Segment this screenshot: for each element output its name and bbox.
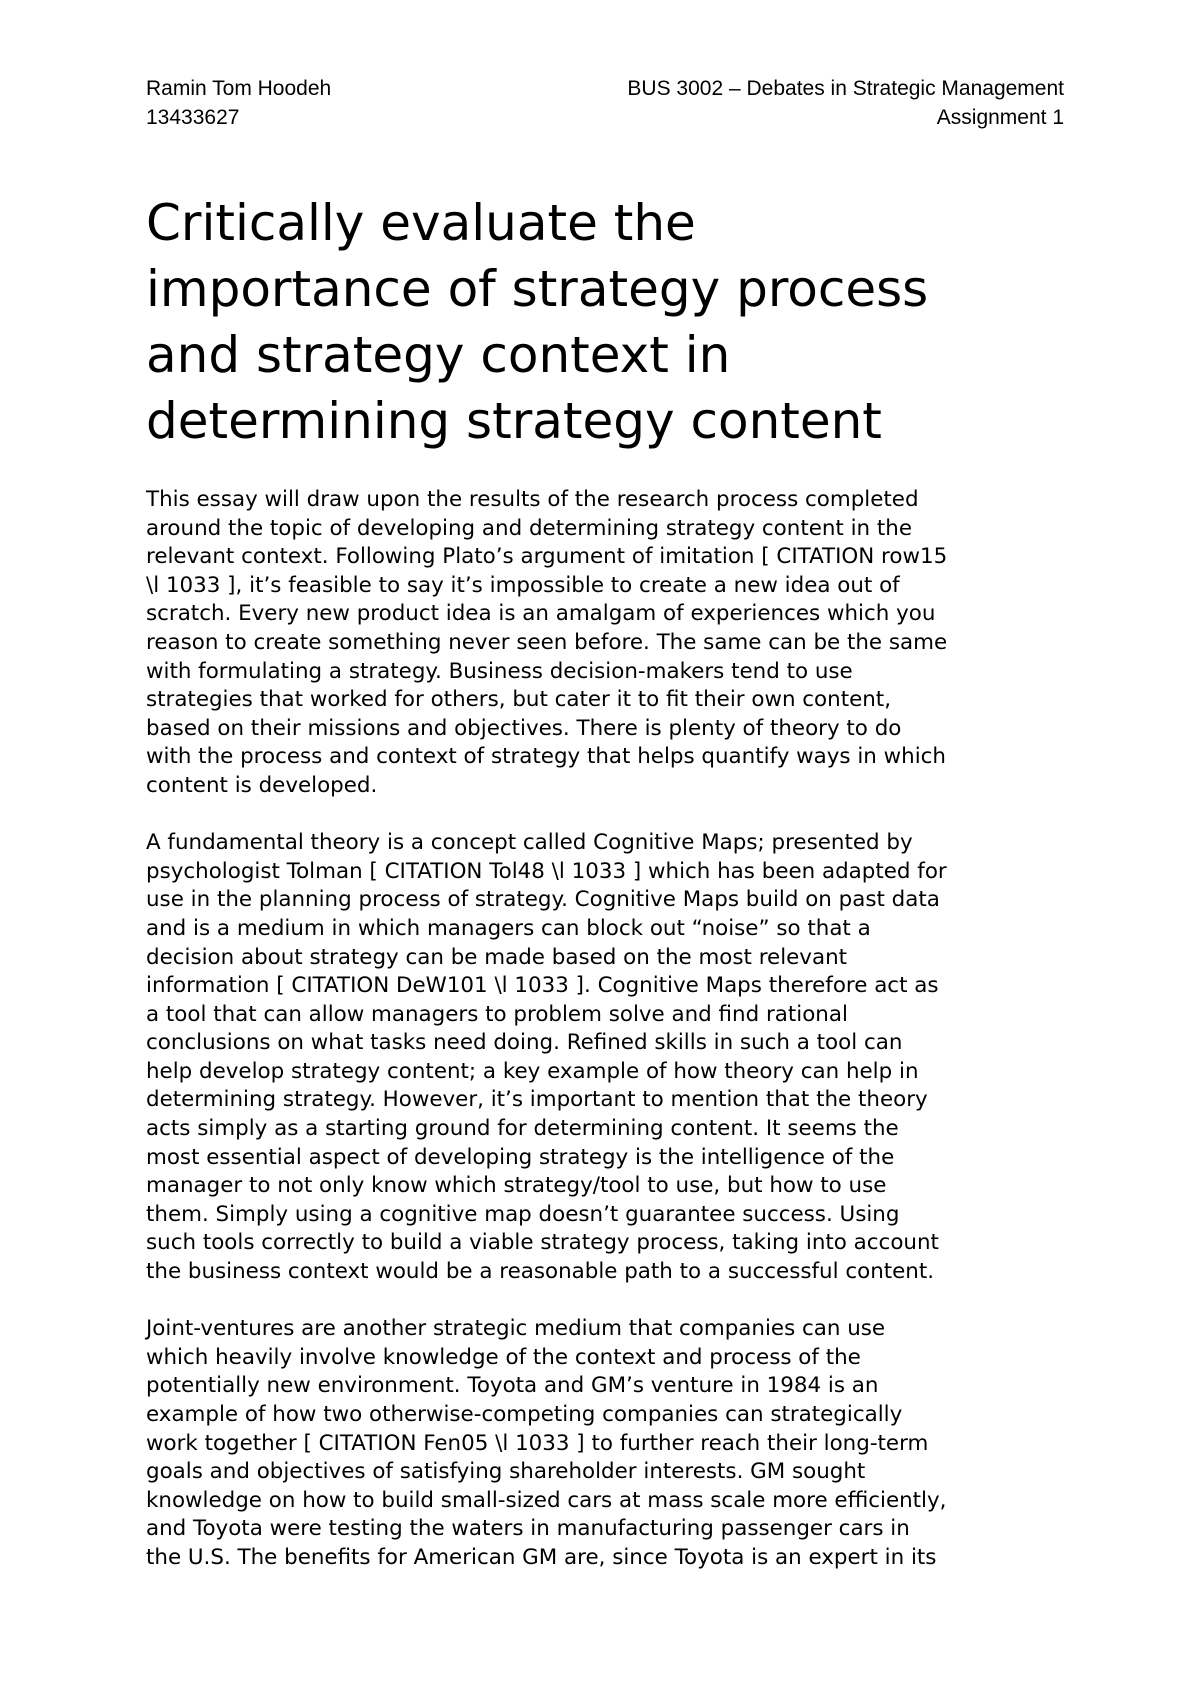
title-line: and strategy context in	[146, 326, 731, 384]
paragraph-line: the business context would be a reasonable path to a successful content.	[146, 1259, 935, 1285]
paragraph-line: potentially new environment. Toyota and GM’s venture in 1984 is an	[146, 1373, 879, 1399]
paragraph-line: work together [ CITATION Fen05 \l 1033 ] to further reach their long-term	[146, 1430, 929, 1456]
paragraph-line: example of how two otherwise-competing companies can strategically	[146, 1402, 903, 1427]
paragraph-line: a tool that can allow managers to problem solve and find rational	[146, 1001, 848, 1027]
paragraph-line: reason to create something never seen before. The same can be the same	[146, 629, 948, 655]
paragraph-line: decision about strategy can be made based on the most relevant	[146, 944, 848, 970]
paragraph-line: scratch. Every new product idea is an amalgam of experiences which you	[146, 601, 936, 627]
author-name: Ramin Tom Hoodeh	[146, 77, 332, 100]
paragraph-line: manager to not only know which strategy/tool to use, but how to use	[146, 1173, 887, 1199]
paragraph-line: acts simply as a starting ground for determining content. It seems the	[146, 1116, 899, 1142]
paragraph-line: Joint-ventures are another strategic medium that companies can use	[146, 1316, 886, 1342]
paragraph-line: \l 1033 ], it’s feasible to say it’s impossible to create a new idea out of	[146, 572, 900, 598]
title-line: determining strategy content	[146, 392, 882, 450]
essay-body	[146, 486, 1081, 1601]
student-id: 13433627	[146, 106, 240, 129]
title-line: importance of strategy process	[146, 260, 929, 318]
header-left	[146, 74, 331, 132]
header-right	[627, 74, 1064, 132]
paragraph-line: them. Simply using a cognitive map doesn’t guarantee success. Using	[146, 1201, 900, 1227]
paragraph-line: conclusions on what tasks need doing. Refined skills in such a tool can	[146, 1030, 903, 1056]
title-line: Critically evaluate the	[146, 194, 696, 252]
paragraph-line: content is developed.	[146, 772, 378, 798]
paragraph-line: information [ CITATION DeW101 \l 1033 ]. Cognitive Maps therefore act as	[146, 973, 939, 999]
paragraph	[146, 486, 1081, 801]
paragraph-line: help develop strategy content; a key example of how theory can help in	[146, 1058, 919, 1084]
paragraph-line: and Toyota were testing the waters in manufacturing passenger cars in	[146, 1516, 910, 1542]
paragraph-line: which heavily involve knowledge of the context and process of the	[146, 1344, 861, 1370]
paragraph-line: This essay will draw upon the results of the research process completed	[146, 487, 919, 512]
paragraph-line: and is a medium in which managers can block out “noise” so that a	[146, 915, 871, 941]
paragraph	[146, 1315, 1081, 1572]
assignment-label: Assignment 1	[936, 106, 1064, 129]
paragraph-line: with formulating a strategy. Business decision-makers tend to use	[146, 658, 853, 684]
paragraph-line: goals and objectives of satisfying shareholder interests. GM sought	[146, 1459, 866, 1485]
paragraph	[146, 829, 1081, 1287]
paragraph-line: such tools correctly to build a viable strategy process, taking into account	[146, 1230, 939, 1256]
paragraph-line: based on their missions and objectives. There is plenty of theory to do	[146, 715, 902, 741]
paragraph-line: relevant context. Following Plato’s argument of imitation [ CITATION row15	[146, 544, 948, 570]
paragraph-line: strategies that worked for others, but cater it to fit their own content,	[146, 687, 891, 713]
paragraph-line: the U.S. The benefits for American GM are, since Toyota is an expert in its	[146, 1544, 937, 1570]
paragraph-line: use in the planning process of strategy. Cognitive Maps build on past data	[146, 887, 940, 913]
paragraph-line: most essential aspect of developing strategy is the intelligence of the	[146, 1144, 895, 1170]
paragraph-line: determining strategy. However, it’s important to mention that the theory	[146, 1087, 928, 1113]
paragraph-line: with the process and context of strategy that helps quantify ways in which	[146, 744, 946, 770]
paragraph-line: A fundamental theory is a concept called Cognitive Maps; presented by	[146, 830, 913, 856]
paragraph-line: knowledge on how to build small-sized cars at mass scale more efficiently,	[146, 1487, 947, 1513]
paragraph-line: psychologist Tolman [ CITATION Tol48 \l 1033 ] which has been adapted for	[146, 858, 947, 884]
essay-title	[146, 190, 1064, 454]
course-title: BUS 3002 – Debates in Strategic Management	[627, 77, 1064, 100]
paragraph-line: around the topic of developing and determining strategy content in the	[146, 515, 913, 541]
